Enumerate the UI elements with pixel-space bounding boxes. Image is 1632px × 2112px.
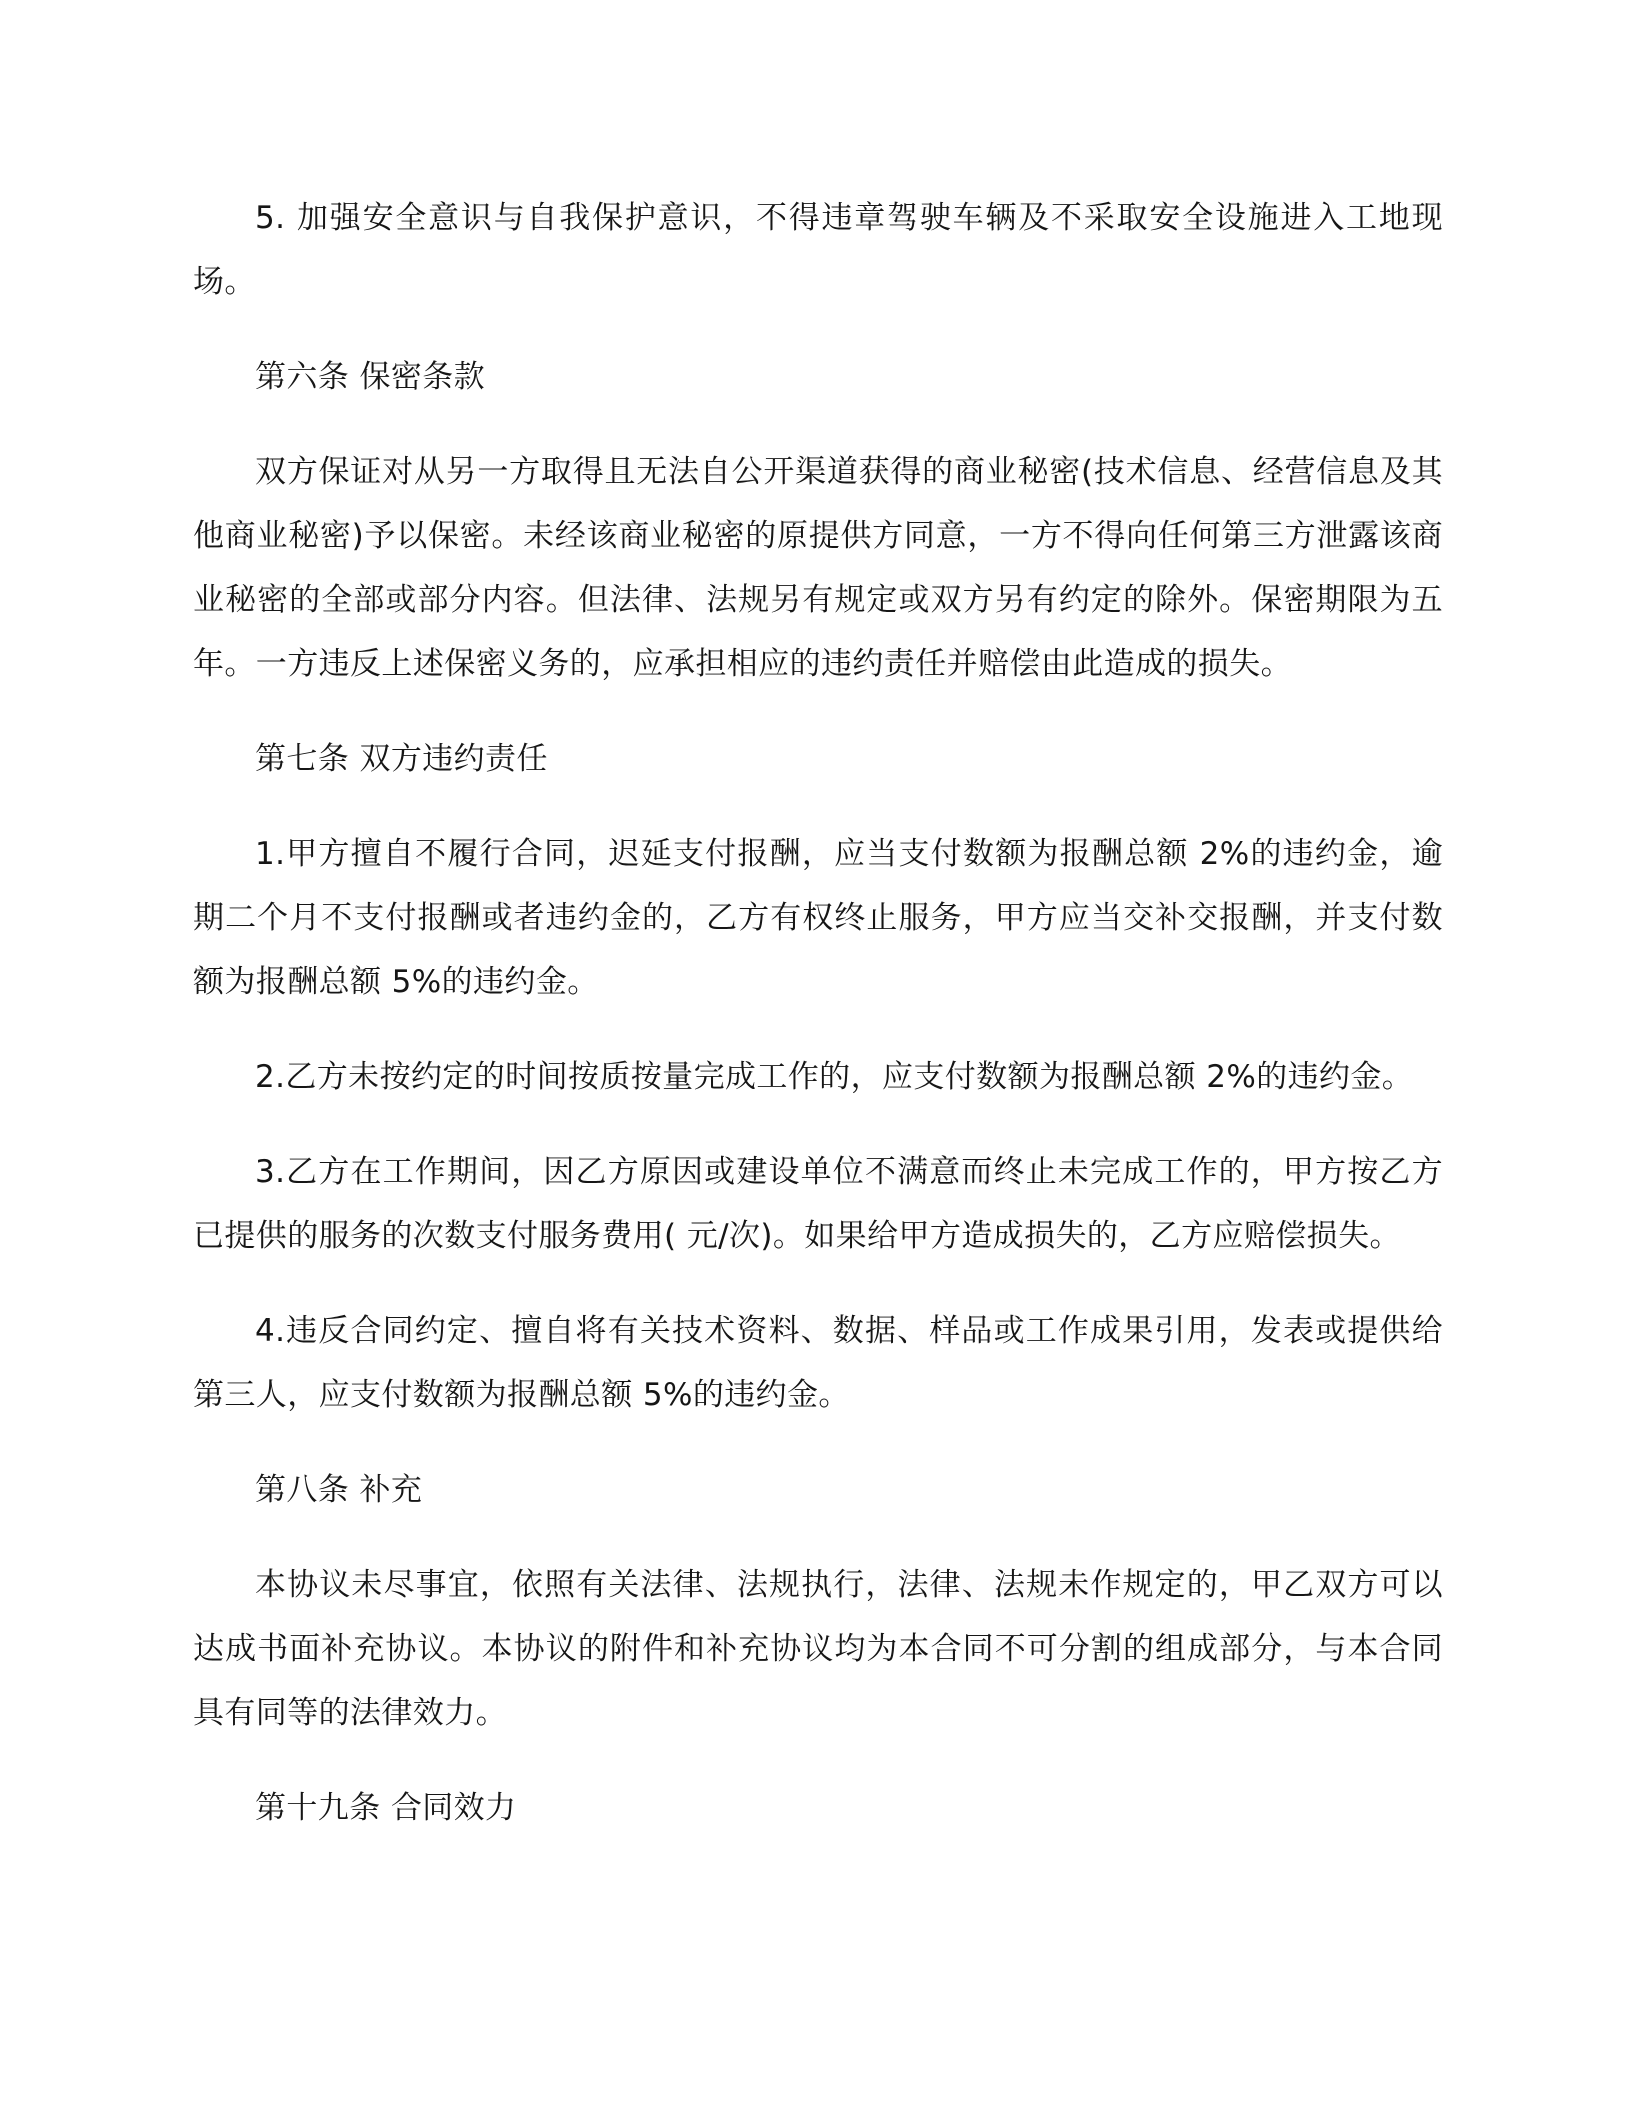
article-8-body: 本协议未尽事宜，依照有关法律、法规执行，法律、法规未作规定的，甲乙双方可以达成书面补充协议。本协议的附件和补充协议均为本合同不可分割的组成部分，与本合同具有同等的法律效力。 bbox=[193, 1567, 1443, 1731]
article-19-heading: 第十九条 合同效力 bbox=[255, 1790, 517, 1826]
article-7-heading: 第七条 双方违约责任 bbox=[255, 741, 548, 777]
clause-5-5-safety: 5. 加强安全意识与自我保护意识，不得违章驾驶车辆及不采取安全设施进入工地现场。 bbox=[193, 200, 1443, 300]
article-7-item-2: 2.乙方未按约定的时间按质按量完成工作的，应支付数额为报酬总额 2%的违约金。 bbox=[255, 1059, 1414, 1095]
article-6-body: 双方保证对从另一方取得且无法自公开渠道获得的商业秘密(技术信息、经营信息及其他商业秘密)予以保密。未经该商业秘密的原提供方同意，一方不得向任何第三方泄露该商业秘密的全部或部分内容。但法律、法规另有规定或双方另有约定的除外。保密期限为五年。一方违反上述保密义务的，应承担相应的违约责任并赔偿由此造成的损失。 bbox=[193, 454, 1443, 682]
article-7-item-1: 1.甲方擅自不履行合同，迟延支付报酬，应当支付数额为报酬总额 2%的违约金，逾期二个月不支付报酬或者违约金的，乙方有权终止服务，甲方应当交补交报酬，并支付数额为报酬总额 5%的违约金。 bbox=[193, 836, 1443, 1000]
article-7-item-3: 3.乙方在工作期间，因乙方原因或建设单位不满意而终止未完成工作的，甲方按乙方已提供的服务的次数支付服务费用( 元/次)。如果给甲方造成损失的，乙方应赔偿损失。 bbox=[193, 1154, 1443, 1254]
article-6-heading: 第六条 保密条款 bbox=[255, 359, 486, 395]
article-8-heading: 第八条 补充 bbox=[255, 1472, 423, 1508]
article-7-item-4: 4.违反合同约定、擅自将有关技术资料、数据、样品或工作成果引用，发表或提供给第三人，应支付数额为报酬总额 5%的违约金。 bbox=[193, 1313, 1443, 1413]
document-page bbox=[193, 186, 1443, 1871]
